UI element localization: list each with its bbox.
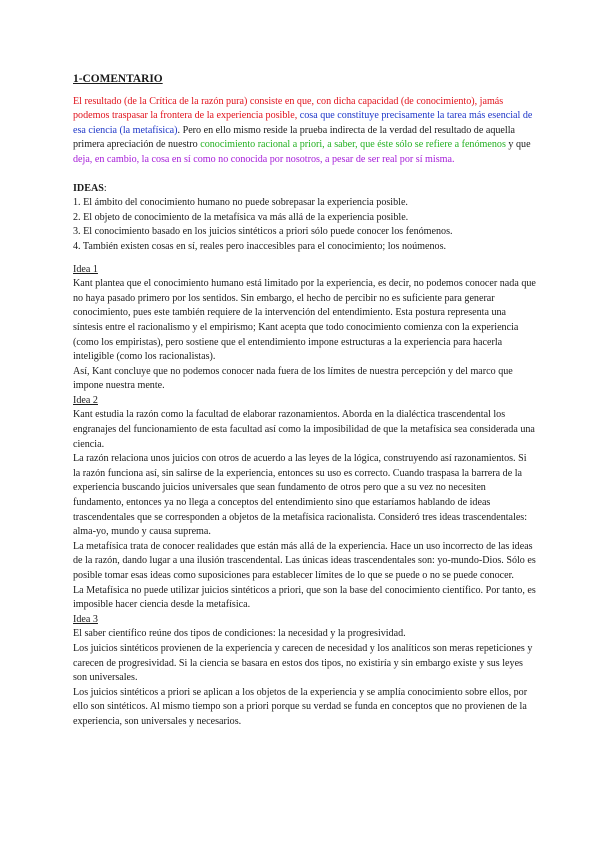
ideas-list-item: 1. El ámbito del conocimiento humano no puede sobrepasar la experiencia posible. xyxy=(73,197,408,209)
section-heading: Idea 3 xyxy=(73,613,98,625)
section-idea-3 xyxy=(73,613,536,730)
section-paragraph: Kant plantea que el conocimiento humano está limitado por la experiencia, es decir, no podemos conocer nada que no haya pasado primero por los sentidos. Sin embargo, el hecho de percibir no es suficiente para generar conocimiento, pues este también requiere de la intervención del entendimiento. Esta postura representa una síntesis entre el racionalismo y el empirismo; Kant acepta que todo conocimiento comienza con la experiencia (como los empiristas), pero sostiene que el entendimiento impone estructuras a la experiencia para hacerla inteligible (como los racionalistas). xyxy=(73,278,536,363)
ideas-list xyxy=(73,196,536,254)
ideas-list-item: 4. También existen cosas en sí, reales pero inaccesibles para el conocimiento; los noúmenos. xyxy=(73,240,447,252)
section-paragraph: Así, Kant concluye que no podemos conocer nada fuera de los límites de nuestra percepción y del marco que impone nuestra mente. xyxy=(73,365,513,392)
section-paragraph: Los juicios sintéticos provienen de la experiencia y carecen de necesidad y los analíticos son meras repeticiones y carecen de progresividad. Si la ciencia se basara en estos dos tipos, no existiría y sin embargo existe y sus leyes son universales. xyxy=(73,642,533,684)
section-paragraph: La razón relaciona unos juicios con otros de acuerdo a las leyes de la lógica, construyendo así razonamientos. Si la razón funciona así, sin salirse de la experiencia, entonces su uso es correcto. Cuando traspasa la barrera de la experiencia buscando juicios universales que sean fundamento de otros pero que a su vez no necesiten fundamento, entonces ya no llega a conceptos del entendimiento sino que estaríamos hablando de ideas trascendentales que se corresponden a objetos de la metafísica racionalista. Consideró tres ideas trascendentales: alma-yo, mundo y causa suprema. xyxy=(73,453,528,538)
section-idea-1 xyxy=(73,263,536,394)
intro-segment-blue: cosa que constituye precisamente la tarea más esencial de esa ciencia (la metafísica) xyxy=(73,110,533,136)
document-title: 1-COMENTARIO xyxy=(73,73,163,85)
section-heading: Idea 2 xyxy=(73,394,98,406)
section-paragraph: La Metafísica no puede utilizar juicios sintéticos a priori, que son la base del conocimiento científico. Por tanto, es imposible hacer ciencia desde la metafísica. xyxy=(73,584,536,611)
section-paragraph: Kant estudia la razón como la facultad de elaborar razonamientos. Aborda en la dialéctica trascendental los engranajes del funcionamiento de esta facultad así como la imposibilidad de que la metafísica sea considerada una ciencia. xyxy=(73,409,535,450)
intro-paragraph xyxy=(73,95,536,168)
ideas-heading-colon: : xyxy=(103,182,107,194)
intro-segment-red: El resultado (de la Crítica de la razón pura) consiste en que, con dicha capacidad (de conocimiento), jamás podemos traspasar la frontera de la experiencia posible, xyxy=(73,95,504,122)
section-heading: Idea 1 xyxy=(73,263,98,275)
section-idea-2 xyxy=(73,394,536,613)
intro-segment-green: conocimiento racional a priori, a saber, que éste sólo se refiere a fenómenos xyxy=(200,139,506,151)
section-paragraph: El saber científico reúne dos tipos de condiciones: la necesidad y la progresividad. xyxy=(73,628,406,640)
ideas-list-item: 3. El conocimiento basado en los juicios sintéticos a priori sólo puede conocer los fenómenos. xyxy=(73,226,453,238)
intro-segment-plain: y que xyxy=(505,139,531,151)
intro-segment-plain: . Pero en ello mismo reside la prueba indirecta de la verdad del resultado de aquella primera apreciación de nuestro xyxy=(73,124,515,151)
ideas-list-item: 2. El objeto de conocimiento de la metafísica va más allá de la experiencia posible. xyxy=(73,211,409,223)
ideas-heading xyxy=(73,182,536,197)
section-paragraph: Los juicios sintéticos a priori se aplican a los objetos de la experiencia y se amplía conocimiento sobre ellos, por ello son sintéticos. Al mismo tiempo son a priori porque su verdad se funda en conceptos que no provienen de la experiencia, son universales y necesarios. xyxy=(73,686,528,727)
ideas-heading-label: IDEAS xyxy=(73,182,104,194)
section-paragraph: La metafísica trata de conocer realidades que están más allá de la experiencia. Hace un uso incorrecto de las ideas de la razón, dando lugar a una ilusión trascendental. Las únicas ideas trascendentales son: yo-mundo-Dios. Sólo es posible tomar esas ideas como suposiciones para establecer límites de lo que se puede o no se puede conocer. xyxy=(73,540,536,581)
intro-segment-purple: deja, en cambio, la cosa en sí como no conocida por nosotros, a pesar de ser real por sí misma. xyxy=(73,153,455,165)
